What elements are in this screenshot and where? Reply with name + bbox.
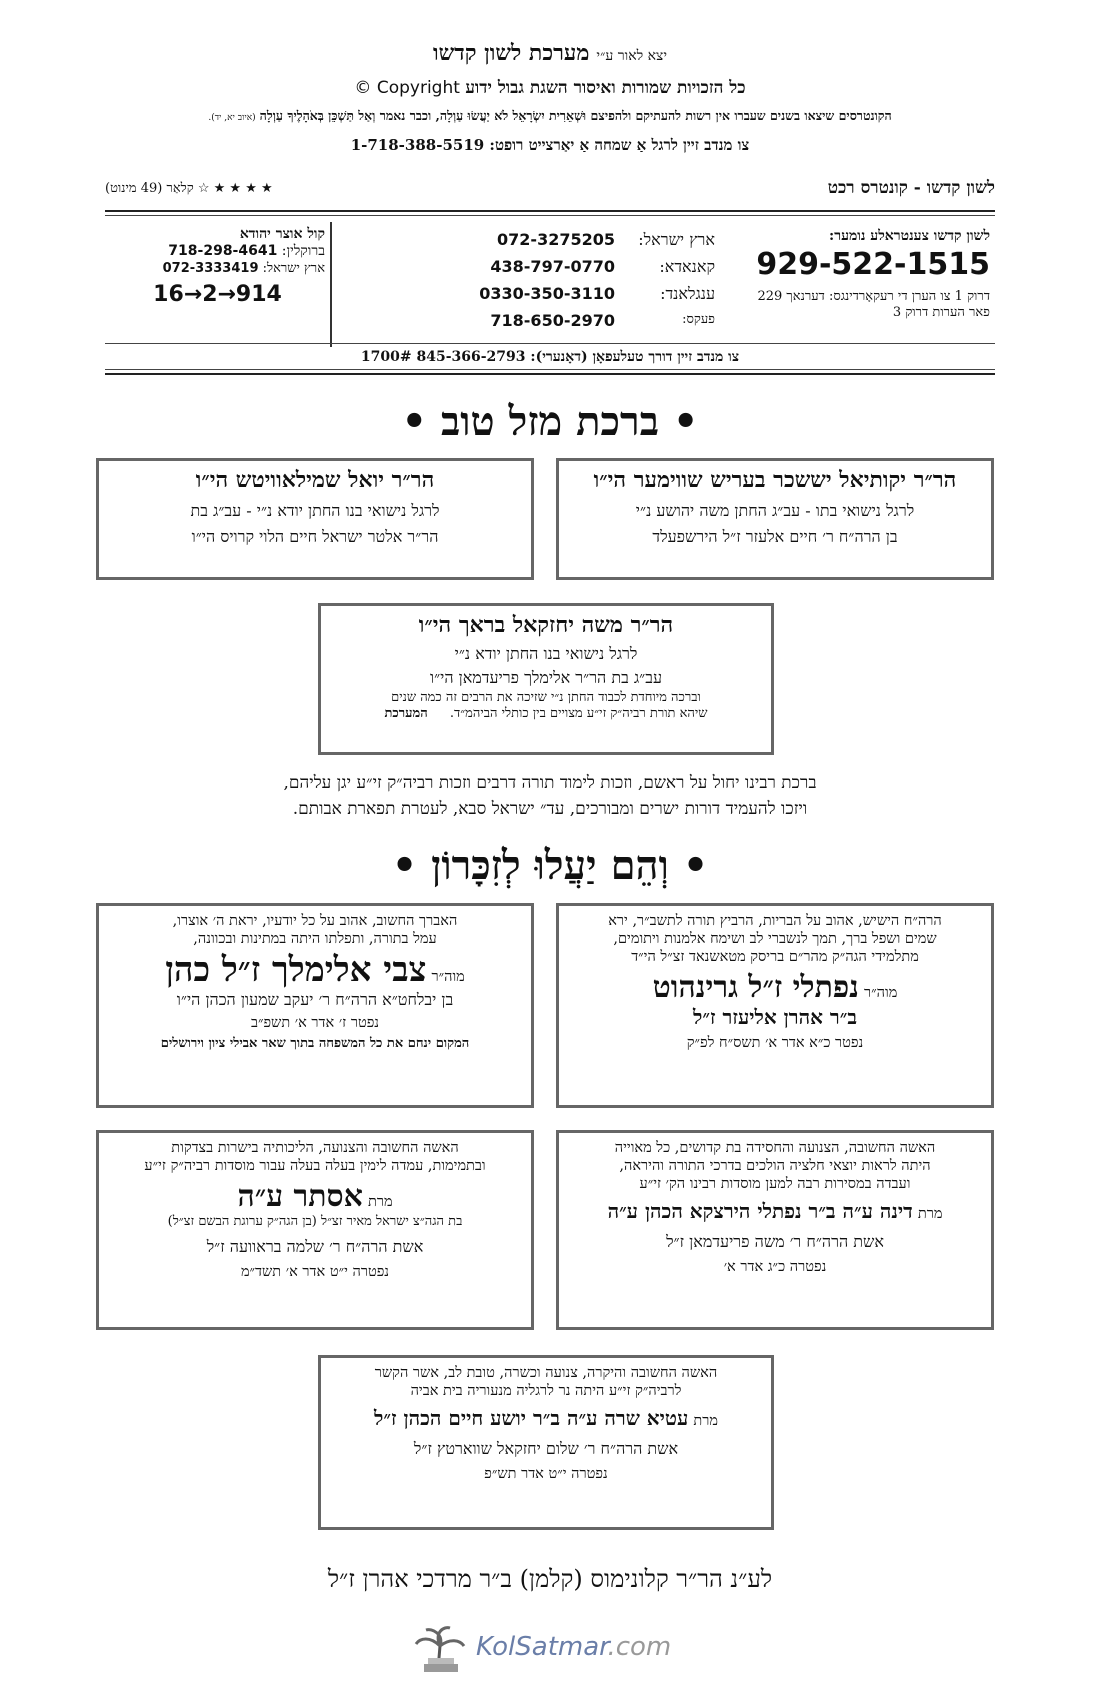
- box-line: בן יבלחט״א הרה״ח ר׳ יעקב שמעון הכהן הי״ו: [176, 990, 454, 1010]
- divider: [105, 343, 995, 344]
- divider: [105, 369, 995, 370]
- notice-ref: (איוב יא, יד).: [208, 113, 256, 123]
- intl-number[interactable]: 438-797-0770: [490, 257, 615, 276]
- rights-text: כל הזכויות שמורות ואיסור השגת גבול ידוע: [465, 78, 746, 98]
- box-line: הרה״ח הישיש, אהוב על הבריות, הרביץ תורה לתשב״ר, ירא: [608, 913, 942, 929]
- recordings-instruction: דרוק 1 צו הערן די רעקאָרדינגס: דערנאך 229: [757, 289, 990, 304]
- intl-number[interactable]: 0330-350-3110: [479, 284, 615, 303]
- section-title-mazel-tov: • ברכת מזל טוב •: [401, 398, 699, 445]
- box-line: האשה החשובה והיקרה, צנועה וכשרה, טובת לב, אשר הקשר: [374, 1365, 718, 1381]
- israel-label: ארץ ישראל:: [262, 261, 325, 276]
- intl-row: [415, 284, 715, 311]
- title-prefix: מרת: [917, 1206, 943, 1223]
- brooklyn-row: [110, 243, 325, 260]
- box-line: האשה החשובה, הצנועה והחסידה בת קדושים, כל מאוייה: [614, 1140, 936, 1156]
- blessing-line: ויזכו להעמיד דורות ישרים ומבורכים, עד״ ישראל סבא, לעטרת תפארת אבותם.: [292, 799, 808, 820]
- fax-number[interactable]: 718-650-2970: [490, 311, 615, 330]
- box-line: נפטרה י״ט אדר א׳ תשד״מ: [240, 1263, 390, 1280]
- box-line: נפטרה י״ט אדר תש״פ: [484, 1466, 608, 1483]
- box-line: הר״ר אלטר ישראל חיים הלוי קרויס הי״ו: [191, 526, 439, 546]
- box-line: [331, 706, 761, 722]
- deceased-name-line: [331, 1406, 761, 1431]
- mazel-tov-box: [556, 458, 994, 580]
- copyright-text: Copyright ©: [354, 78, 460, 98]
- box-line: אשת הרה״ח ר׳ שלום יחזקאל שווארטץ ז״ל: [413, 1439, 679, 1459]
- deceased-name-line: [109, 950, 521, 990]
- divider: [105, 373, 995, 375]
- deceased-name: עטיא שרה ע״ה ב״ר יושע חיים הכהן ז״ל: [374, 1406, 689, 1431]
- divider: [105, 215, 995, 216]
- box-line: ב״ר אהרן אליעזר ז״ל: [693, 1005, 857, 1030]
- memorial-box: [556, 903, 994, 1108]
- deceased-name-line: [569, 970, 981, 1005]
- intl-number[interactable]: 072-3275205: [497, 230, 615, 249]
- signature: המערכת: [384, 705, 428, 721]
- box-line: וברכה מיוחדת לכבוד החתן נ״י שזיכה את הרבים זה כמה שנים: [391, 689, 701, 705]
- israel-row: [110, 260, 325, 276]
- box-line: שמים ושפל ברך, תמך לנשברי לב ושימח אלמנות ויתומים,: [613, 931, 937, 948]
- box-line: לרגל נישואי בנו החתן יודא נ״י: [454, 643, 638, 663]
- box-line: עב״ג בת הר״ר אלימלך פריעדמאן הי״ו: [429, 667, 663, 687]
- dial-code: 16→2→914: [153, 282, 282, 307]
- kolsatmar-logo[interactable]: [410, 1618, 690, 1678]
- booklet-title: לשון קדשו - קונטרס רכט: [827, 178, 995, 198]
- box-line: הר״ר משה יחזקאל בראך הי״ו: [418, 612, 674, 638]
- mazel-tov-box: [96, 458, 534, 580]
- box-line: אשת הרה״ח ר׳ משה פריעדמאן ז״ל: [666, 1232, 884, 1252]
- deceased-name-line: [569, 1199, 981, 1224]
- box-line: נפטר כ״א אדר א׳ תשס״ח לפ״ק: [686, 1035, 864, 1052]
- footer-dedication: לע״נ הר״ר קלונימוס (קלמן) ב״ר מרדכי אהרן ז״ל: [327, 1565, 773, 1593]
- box-line: היתה לראות יוצאי חלציה הולכים בדרכי התורה והיראה,: [619, 1158, 931, 1175]
- divider: [105, 210, 995, 212]
- deceased-name-line: [109, 1179, 521, 1214]
- sponsor-line: צו מנדב זיין לרגל אַ שמחה אַ יאַרצייט רופט: 1-718-388-5519: [350, 136, 750, 154]
- intl-label: ארץ ישראל:: [638, 230, 715, 249]
- brooklyn-number[interactable]: 718-298-4641: [168, 243, 278, 259]
- vertical-divider: [330, 222, 332, 347]
- box-line: אשת הרה״ח ר׳ שלמה בראוועה ז״ל: [206, 1236, 424, 1256]
- title-prefix: מוה״ר: [431, 969, 465, 986]
- deceased-name: נפתלי ז״ל גרינהוט: [652, 970, 859, 1006]
- logo-text: [476, 1632, 671, 1662]
- kol-otzar-block: [110, 226, 325, 307]
- box-line: ועבדה במסירות רבה למען מוסדות רבינו הק׳ זי״ע: [639, 1176, 911, 1193]
- mazel-tov-box: [318, 603, 774, 755]
- box-line: לרגל נישואי בנו החתן יודא נ״י - עב״ג בת: [190, 500, 440, 520]
- central-number-block: [730, 228, 990, 320]
- memorial-box: [96, 903, 534, 1108]
- notice-line: [15, 108, 1085, 124]
- memorial-box: [318, 1355, 774, 1530]
- blessing-line: ברכת רבינו יחול על ראשם, וזכות לימוד תורה דרבים וזכות רביה״ק זי״ע יגן עליהם,: [283, 773, 817, 793]
- title-prefix: מרת: [693, 1413, 718, 1430]
- comments-instruction: פאר הערות דרוק 3: [892, 305, 990, 320]
- israel-number[interactable]: 072-3333419: [162, 261, 259, 276]
- title-prefix: מרת: [367, 1194, 393, 1211]
- kol-otzar-title: קול אוצר יהודא: [239, 226, 325, 242]
- box-line: המקום ינחם את כל המשפחה בתוך שאר אבילי ציון וירושלים: [160, 1036, 470, 1052]
- publisher-line: [0, 40, 1100, 66]
- box-line: הר״ר יואל שמילאוויטש הי״ו: [195, 467, 435, 493]
- box-line: ובתמימות, עמדה לימין בעלה בעלה עבור מוסדות רביה״ק זי״ע: [144, 1158, 486, 1175]
- notice-text: הקונטרסים שיצאו בשנים שעברו אין רשות להעתיקם ולהפיצם וּשְׁאֵרִית יִשְׂרָאֵל לֹא יַעֲשׂוּ עַוְלָה, וכבר נאמר וְאַל תַּשְׁכֵּן בְּאֹהָלֶיךָ עַוְלָה: [259, 108, 892, 123]
- memorial-box: [96, 1130, 534, 1330]
- rating-duration: ★ ★ ★ ★ ☆ קלאַר (49 מינוט): [105, 181, 273, 196]
- box-line: האברך החשוב, אהוב על כל יודעיו, יראת ה׳ אוצרו,: [172, 913, 458, 929]
- box-line: בן הרה״ח ר׳ חיים אלעזר ז״ל הירשפעלד: [652, 526, 898, 546]
- box-line: הר״ר יקותיאל יששכר בעריש שווימער הי״ו: [593, 467, 957, 493]
- central-number-label: לשון קדשו צענטראלע נומער:: [829, 228, 990, 244]
- intl-label: קאנאדא:: [659, 257, 715, 276]
- box-text: שיהא תורת רביה״ק זי״ע מצויים בין כותלי הביהמ״ד.: [449, 705, 708, 721]
- logo-text-suffix: .com: [607, 1632, 672, 1662]
- intl-row: [415, 257, 715, 284]
- deceased-name: אסתר ע״ה: [237, 1179, 363, 1215]
- intl-row: [415, 311, 715, 338]
- box-line: בת הגה״צ ישראל מאיר זצ״ל (בן הגה״ק ערוגת הבשם זצ״ל): [167, 1214, 463, 1230]
- memorial-box: [556, 1130, 994, 1330]
- intl-label: ענגלאנד:: [660, 284, 715, 303]
- box-line: לרביה״ק זי״ע היתה נר לרגליה מנעוריה בית אביה: [410, 1383, 682, 1400]
- publisher-prefix: יצא לאור ע״י: [596, 48, 668, 64]
- brooklyn-label: ברוקלין:: [281, 243, 325, 259]
- central-phone-number[interactable]: 929-522-1515: [756, 247, 990, 282]
- donation-line: צו מנדב זיין דורך טעלעפאָן (דאָנערי): 845-366-2793 1700#: [360, 349, 740, 365]
- box-line: מתלמידי הגה״ק מהר״ם בריסק מטאשנאד זצ״ל הי״ד: [631, 949, 919, 966]
- palm-tree-icon: [410, 1618, 470, 1678]
- box-line: נפטרה כ״ג אדר א׳: [723, 1259, 827, 1276]
- title-prefix: מוה״ר: [864, 985, 898, 1002]
- blessing-text: [0, 770, 1100, 823]
- box-line: עמל בתורה, ותפלתו היתה במתינות ובכוונה,: [193, 931, 437, 948]
- deceased-name: צבי אלימלך ז״ל כהן: [165, 950, 427, 991]
- publisher-name: מערכת לשון קדשו: [432, 40, 590, 66]
- intl-label: פעקס:: [682, 312, 715, 327]
- rights-line: [0, 78, 1100, 98]
- box-line: לרגל נישואי בתו - עב״ג החתן משה יהושע נ״י: [635, 500, 915, 520]
- deceased-name: דינה ע״ה ב״ר נפתלי הירצקא הכהן ע״ה: [607, 1199, 913, 1224]
- intl-row: [415, 230, 715, 257]
- logo-text-main: KolSatmar: [476, 1632, 608, 1662]
- box-line: נפטר ז׳ אדר א׳ תשפ״ב: [250, 1015, 380, 1032]
- top-info-line: [105, 178, 995, 200]
- box-line: האשה החשובה והצנועה, הליכותיה בישרות בצדקות: [171, 1140, 459, 1156]
- intl-numbers: [415, 230, 715, 338]
- section-title-memorial: • וְהֵם יַעֲלוּ לְזִכָּרוֹן •: [391, 842, 709, 889]
